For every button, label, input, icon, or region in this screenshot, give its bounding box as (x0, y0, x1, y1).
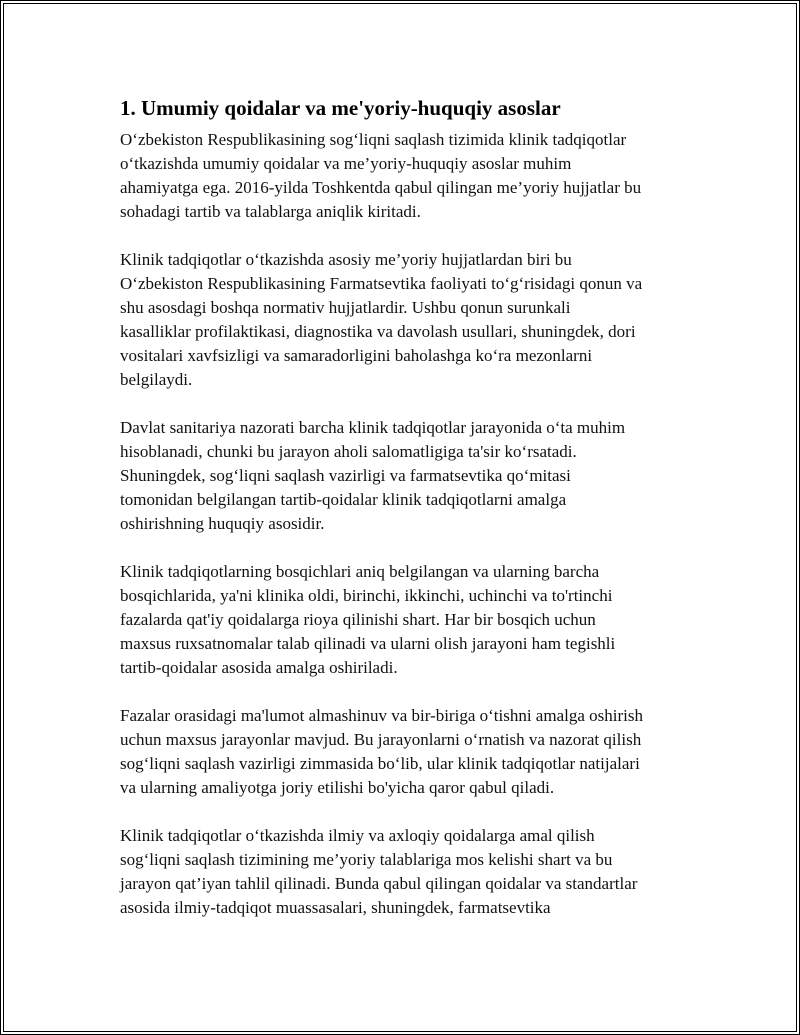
paragraph-2: Klinik tadqiqotlar o‘tkazishda asosiy me’yoriy hujjatlardan biri bu O‘zbekiston Respublikasining Farmatsevtika faoliyati to‘g‘risidagi qonun va shu asosdagi boshqa normativ hujjatlardir. Ushbu qonun surunkali kasalliklar profilaktikasi, diagnostika va davolash usullari, shuningdek, dori vositalari xavfsizligi va samaradorligini baholashga ko‘ra mezonlarni belgilaydi. (120, 250, 643, 389)
paragraph-5: Fazalar orasidagi ma'lumot almashinuv va bir-biriga o‘tishni amalga oshirish uchun maxsus jarayonlar mavjud. Bu jarayonlarni o‘rnatish va nazorat qilish sog‘liqni saqlash vazirligi zimmasida bo‘lib, ular klinik tadqiqotlar natijalari va ularning amaliyotga joriy etilishi bo'yicha qaror qabul qiladi. (120, 706, 643, 797)
paragraph-1: O‘zbekiston Respublikasining sog‘liqni saqlash tizimida klinik tadqiqotlar o‘tkazishda umumiy qoidalar va me’yoriy-huquqiy asoslar muhim ahamiyatga ega. 2016-yilda Toshkentda qabul qilingan me’yoriy hujjatlar bu sohadagi tartib va talablarga aniqlik kiritadi. (120, 130, 642, 221)
paragraph-3: Davlat sanitariya nazorati barcha klinik tadqiqotlar jarayonida o‘ta muhim hisoblanadi, chunki bu jarayon aholi salomatligiga ta'sir ko‘rsatadi. Shuningdek, sog‘liqni saqlash vazirligi va farmatsevtika qo‘mitasi tomonidan belgilangan tartib-qoidalar klinik tadqiqotlarni amalga oshirishning huquqiy asosidir. (120, 418, 626, 533)
section-heading: 1. Umumiy qoidalar va me'yoriy-huquqiy asoslar (120, 96, 561, 120)
document-content (120, 94, 710, 944)
paragraph-4: Klinik tadqiqotlarning bosqichlari aniq belgilangan va ularning barcha bosqichlarida, ya'ni klinika oldi, birinchi, ikkinchi, uchinchi va to'rtinchi fazalarda qat'iy qoidalarga rioya qilinishi shart. Har bir bosqich uchun maxsus ruxsatnomalar talab qilinadi va ularni olish jarayoni ham tegishli tartib-qoidalar asosida amalga oshiriladi. (120, 562, 616, 677)
paragraph-6: Klinik tadqiqotlar o‘tkazishda ilmiy va axloqiy qoidalarga amal qilish sog‘liqni saqlash tizimining me’yoriy talablariga mos kelishi shart va bu jarayon qat’iyan tahlil qilinadi. Bunda qabul qilingan qoidalar va standartlar asosida ilmiy-tadqiqot muassasalari, shuningdek, farmatsevtika (120, 826, 638, 917)
